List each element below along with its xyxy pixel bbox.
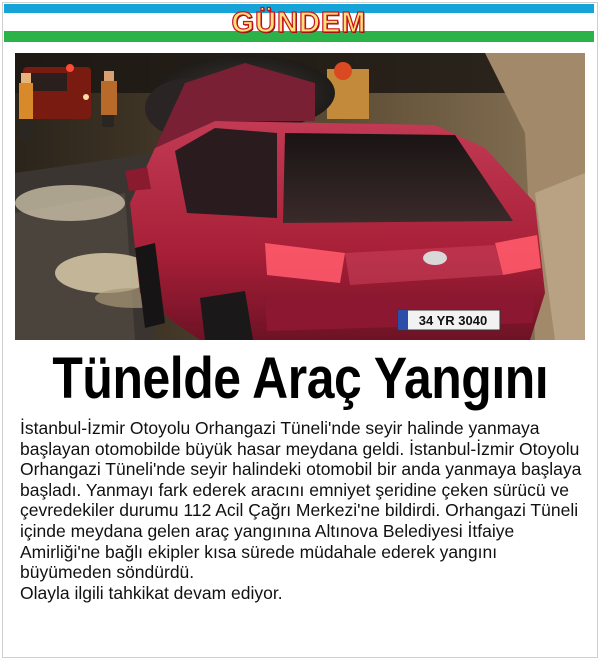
headline-text: Tünelde Araç Yangını <box>52 345 548 411</box>
news-photo <box>15 53 585 340</box>
burned-car-in-tunnel-image <box>15 53 585 340</box>
section-banner <box>4 4 594 42</box>
article-paragraph: İstanbul-İzmir Otoyolu Orhangazi Tüneli'nde seyir halinde yanmaya başlayan otomobilde büyük hasar meydana geldi. İstanbul-İzmir Otoyolu Orhangazi Tüneli'nde seyir halindeki otomobil bir anda yanmaya başlaya başladı. Yanmayı fark ederek aracını emniyet şeridine çeken sürücü ve çevredekiler durumu 112 Acil Çağrı Merkezi'ne bildirdi. Orhangazi Tüneli içinde meydana gelen araç yangınına Altınova Belediyesi İtfaiye Amirliği'ne bağlı ekipler kısa sürede müdahale ederek yangını büyümeden söndürdü. <box>20 418 582 583</box>
car-badge-icon <box>423 251 447 265</box>
article-paragraph: Olayla ilgili tahkikat devam ediyor. <box>20 582 283 603</box>
article-headline <box>10 346 590 410</box>
section-title: GÜNDEM <box>231 7 367 39</box>
license-plate: 34 YR 3040 <box>418 313 488 328</box>
article-body <box>20 418 588 603</box>
